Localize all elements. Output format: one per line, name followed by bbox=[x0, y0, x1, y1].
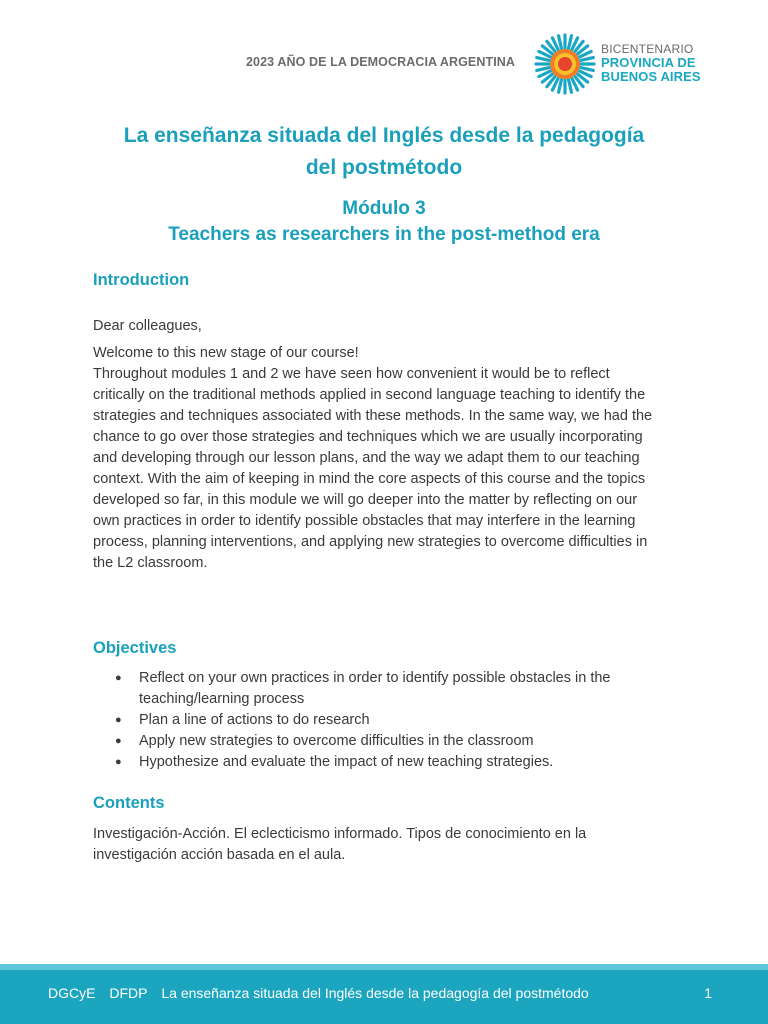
objective-item: ● Plan a line of actions to do research bbox=[93, 710, 663, 731]
title-line-2: del postmétodo bbox=[305, 156, 463, 179]
introduction-welcome: Welcome to this new stage of our course! bbox=[93, 345, 359, 361]
document-title bbox=[60, 120, 708, 184]
module-subtitle: Teachers as researchers in the post-method era bbox=[168, 224, 600, 245]
sun-ray bbox=[581, 58, 594, 61]
page-footer bbox=[0, 964, 768, 1024]
objectives-list bbox=[93, 668, 663, 773]
bullet-icon: ● bbox=[115, 756, 122, 768]
module-number: Módulo 3 bbox=[342, 198, 426, 219]
introduction-paragraph: Throughout modules 1 and 2 we have seen how convenient it would be to reflect critically on the traditional methods applied in second language teaching to identify the strategies and techniques associated with these methods. In the same way, we had the chance to go over those strategies and techniques which we are usually incorporating and developing through our lesson plans, and the way we adapt them to our teaching context. With the aim of keeping in mind the core aspects of this course and the topics developed so far, in this module we will go deeper into the matter by reflecting on our own practices in order to identify possible obstacles that may interfere in the learning process, planning interventions, and applying new strategies to overcome difficulties in the L2 classroom. bbox=[93, 366, 653, 571]
sun-ray bbox=[559, 80, 562, 93]
title-line-1: La enseñanza situada del Inglés desde la pedagogía bbox=[123, 124, 645, 147]
contents-body: Investigación-Acción. El eclecticismo informado. Tipos de conocimiento en la investigación acción basada en el aula. bbox=[93, 826, 587, 863]
footer-caption bbox=[48, 985, 599, 1001]
introduction-heading: Introduction bbox=[93, 271, 190, 289]
module-heading bbox=[60, 196, 708, 248]
footer-course-title: La enseñanza situada del Inglés desde la pedagogía del postmétodo bbox=[161, 985, 589, 1001]
footer-org-dfdp: DFDP bbox=[109, 985, 148, 1001]
bullet-icon: ● bbox=[115, 672, 122, 684]
logo-line-provincia: PROVINCIA DE bbox=[601, 55, 696, 70]
page-header bbox=[0, 30, 768, 100]
contents-heading: Contents bbox=[93, 794, 165, 812]
footer-org-dgcye: DGCyE bbox=[48, 985, 96, 1001]
introduction-greeting: Dear colleagues, bbox=[93, 318, 202, 334]
objective-item: ● Apply new strategies to overcome difficulties in the classroom bbox=[93, 731, 663, 752]
objective-item: ● Hypothesize and evaluate the impact of new teaching strategies. bbox=[93, 752, 663, 773]
objective-item: ● Reflect on your own practices in order to identify possible obstacles in the teaching/learning process bbox=[115, 670, 611, 707]
introduction-body bbox=[93, 343, 663, 574]
bullet-icon: ● bbox=[115, 735, 122, 747]
sun-ray bbox=[581, 68, 594, 71]
sun-ray bbox=[537, 68, 550, 71]
sun-ray bbox=[559, 36, 562, 49]
logo-wordmark bbox=[601, 42, 701, 84]
page-number: 1 bbox=[704, 985, 712, 1001]
logo-line-buenos-aires: BUENOS AIRES bbox=[601, 69, 701, 84]
sun-ray bbox=[569, 80, 572, 93]
footer-accent-stripe bbox=[0, 964, 768, 970]
objectives-heading: Objectives bbox=[93, 639, 177, 657]
bullet-icon: ● bbox=[115, 714, 122, 726]
logo-line-bicentenario: BICENTENARIO bbox=[601, 42, 694, 56]
bicentenario-sun-logo bbox=[533, 32, 597, 96]
sun-ray bbox=[569, 36, 572, 49]
header-motto: 2023 AÑO DE LA DEMOCRACIA ARGENTINA bbox=[246, 55, 516, 69]
sun-ray bbox=[537, 58, 550, 61]
